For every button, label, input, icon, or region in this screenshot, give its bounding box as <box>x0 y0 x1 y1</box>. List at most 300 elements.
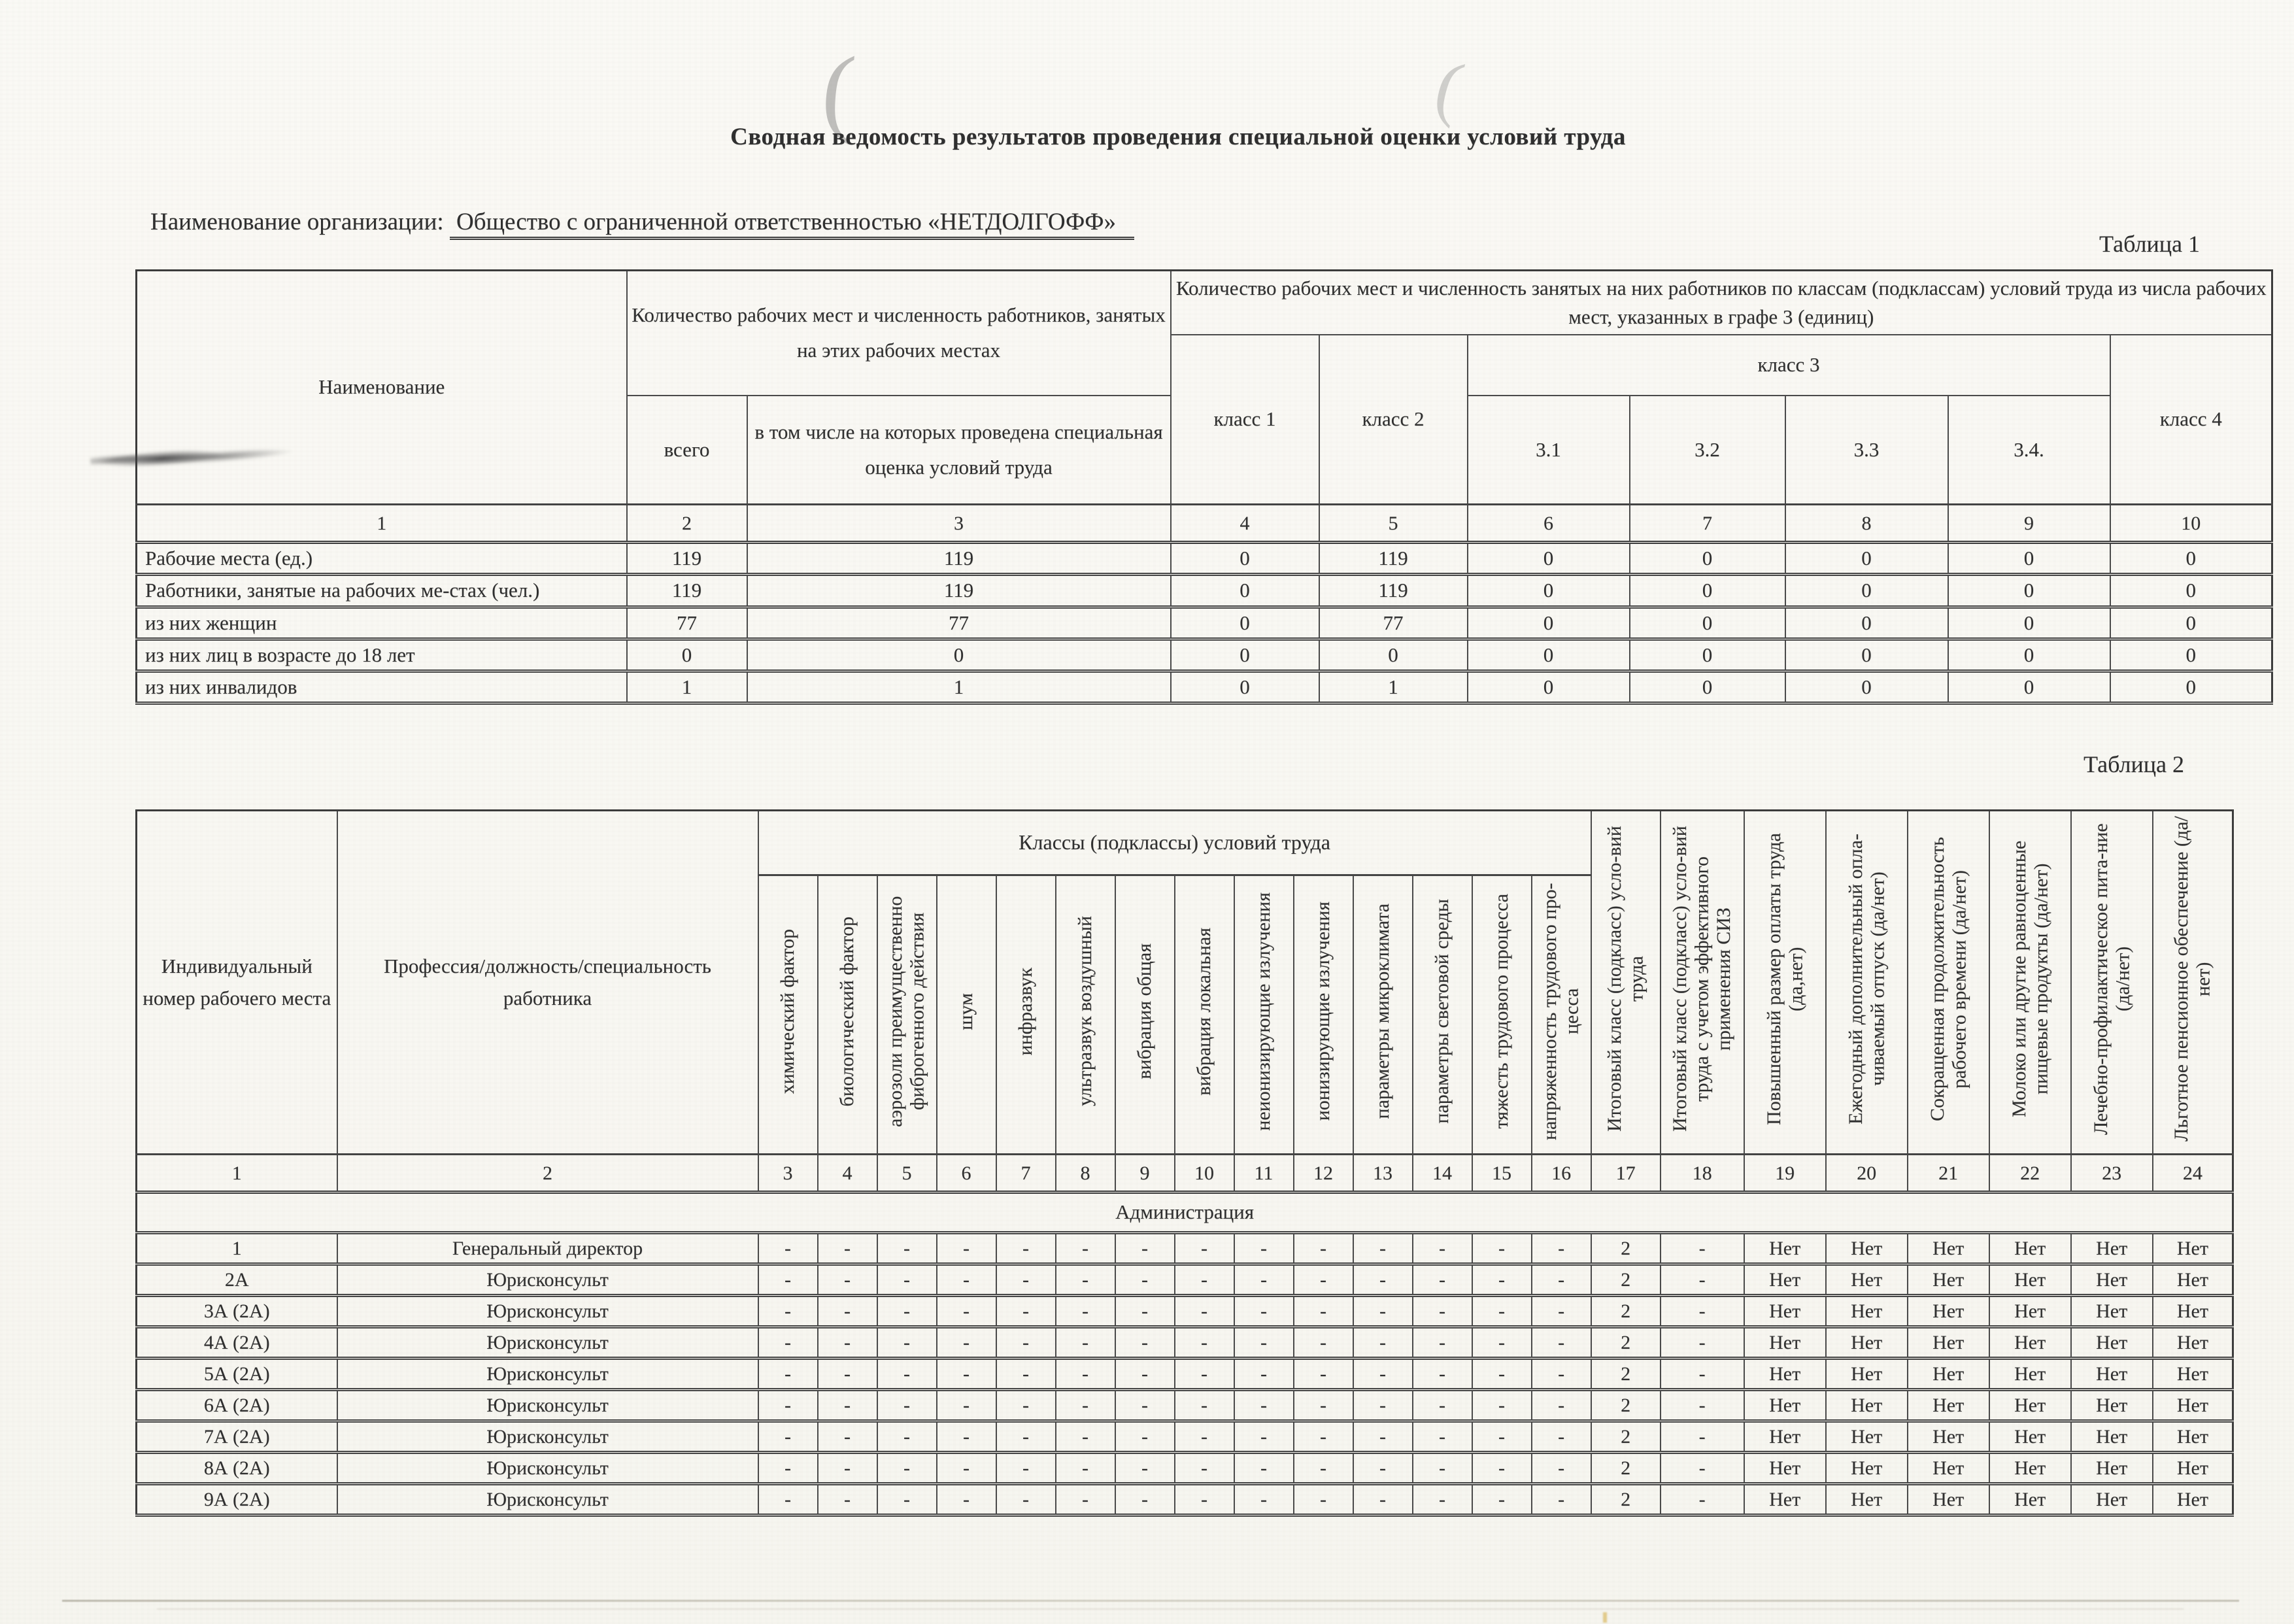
t2-profession: Юрисконсульт <box>337 1327 758 1359</box>
scan-artifact-pen-mark: ( <box>818 35 859 146</box>
organization-name: Общество с ограниченной ответственностью «НЕТДОЛГОФФ» <box>450 209 1134 240</box>
t2-result-header-label: Итоговый класс (подкласс) усло-вий труда с учетом эффективного применения СИЗ <box>1669 826 1735 1132</box>
t2-value: - <box>877 1359 937 1390</box>
t2-value: - <box>1472 1233 1532 1264</box>
t2-column-number: 9 <box>1115 1155 1175 1193</box>
t2-value: - <box>1353 1296 1413 1327</box>
t2-factor-header <box>1413 875 1472 1154</box>
t2-value: - <box>1175 1233 1234 1264</box>
t2-value: Нет <box>2071 1264 2153 1296</box>
t2-result-header <box>1591 811 1661 1155</box>
t2-factor-header <box>1115 875 1175 1154</box>
t1-row-label: Рабочие места (ед.) <box>137 543 627 575</box>
t2-value: - <box>818 1484 877 1515</box>
t2-workplace-number: 6А (2А) <box>137 1390 337 1421</box>
t2-factor-header <box>758 875 818 1154</box>
t2-header-classes-group: Классы (подклассы) условий труда <box>758 811 1591 875</box>
t2-column-number: 17 <box>1591 1155 1661 1193</box>
t2-value: - <box>1115 1484 1175 1515</box>
t2-value: - <box>758 1390 818 1421</box>
t2-factor-header-label: инфразвук <box>1015 967 1037 1056</box>
t2-value: Нет <box>2071 1453 2153 1484</box>
t2-value: Нет <box>1744 1327 1826 1359</box>
t2-value: Нет <box>1826 1390 1908 1421</box>
t1-value: 0 <box>2110 543 2272 575</box>
t2-value: - <box>937 1233 996 1264</box>
t2-value: - <box>1413 1453 1472 1484</box>
t2-final-class: 2 <box>1591 1453 1661 1484</box>
t2-value: Нет <box>2071 1359 2153 1390</box>
t2-value: - <box>996 1421 1056 1453</box>
t2-factor-header-label: напряженность трудового про-цесса <box>1539 883 1583 1140</box>
t2-value: - <box>1056 1453 1115 1484</box>
t2-value: - <box>877 1264 937 1296</box>
t2-factor-header-label: аэрозоли преимущественно фиброгенного действия <box>885 896 928 1127</box>
t1-value: 0 <box>1171 575 1319 607</box>
t2-value: - <box>1234 1264 1294 1296</box>
t1-value: 0 <box>1171 671 1319 703</box>
t2-value: Нет <box>2071 1296 2153 1327</box>
t1-value: 0 <box>1319 639 1468 671</box>
t2-column-number: 21 <box>1908 1155 1989 1193</box>
t2-value: - <box>1413 1421 1472 1453</box>
table2-caption: Таблица 2 <box>2083 751 2184 777</box>
t1-data-row <box>137 607 2272 639</box>
t1-data-row <box>137 671 2272 703</box>
t2-column-number: 12 <box>1294 1155 1353 1193</box>
t2-value: - <box>1175 1296 1234 1327</box>
t1-header-assessed: в том числе на которых проведена специальная оценка условий труда <box>747 396 1171 505</box>
t2-value: - <box>1472 1327 1532 1359</box>
t2-value: - <box>1294 1359 1353 1390</box>
t2-profession: Юрисконсульт <box>337 1484 758 1515</box>
t1-value: 0 <box>1948 575 2110 607</box>
t2-value: Нет <box>2153 1359 2233 1390</box>
t1-column-number: 6 <box>1468 505 1630 543</box>
t2-column-number: 5 <box>877 1155 937 1193</box>
t2-value: Нет <box>2071 1484 2153 1515</box>
t1-data-row <box>137 575 2272 607</box>
t1-value: 0 <box>2110 575 2272 607</box>
t2-value: - <box>1056 1264 1115 1296</box>
t2-result-header-label: Ежегодный дополнительный опла-чиваемый отпуск (да/нет) <box>1844 834 1889 1125</box>
t2-value: - <box>1115 1359 1175 1390</box>
t2-value: Нет <box>2071 1390 2153 1421</box>
t2-value: - <box>877 1233 937 1264</box>
scan-artifact-paper-edge <box>157 1608 2184 1610</box>
t2-value: - <box>758 1233 818 1264</box>
t2-final-class: 2 <box>1591 1264 1661 1296</box>
t2-value: - <box>1532 1484 1591 1515</box>
t2-column-number: 1 <box>137 1155 337 1193</box>
t1-value: 0 <box>627 639 747 671</box>
t2-value: - <box>1353 1359 1413 1390</box>
t2-value: - <box>758 1264 818 1296</box>
t2-value: - <box>1353 1264 1413 1296</box>
t2-value: - <box>758 1453 818 1484</box>
t2-factor-header-label: ультразвук воздушный <box>1074 916 1096 1107</box>
t2-value: Нет <box>1989 1390 2071 1421</box>
t2-data-row <box>137 1359 2233 1390</box>
t2-column-number: 11 <box>1234 1155 1294 1193</box>
t2-value: - <box>1661 1453 1744 1484</box>
t2-value: Нет <box>1908 1264 1989 1296</box>
t1-value: 0 <box>1948 607 2110 639</box>
t2-profession: Генеральный директор <box>337 1233 758 1264</box>
t2-value: - <box>996 1296 1056 1327</box>
t2-result-header-label: Итоговый класс (подкласс) усло-вий труда <box>1604 826 1647 1132</box>
organization-label: Наименование организации: <box>150 209 444 235</box>
t2-final-class: 2 <box>1591 1359 1661 1390</box>
t2-value: - <box>818 1233 877 1264</box>
t2-value: - <box>1661 1327 1744 1359</box>
t2-factor-header-label: биологический фактор <box>836 916 858 1107</box>
t2-value: - <box>1472 1453 1532 1484</box>
t2-value: Нет <box>1989 1484 2071 1515</box>
t2-column-number: 7 <box>996 1155 1056 1193</box>
t1-value: 77 <box>1319 607 1468 639</box>
t2-value: Нет <box>1826 1453 1908 1484</box>
t2-value: Нет <box>1908 1327 1989 1359</box>
t2-value: Нет <box>1826 1327 1908 1359</box>
t2-value: - <box>1115 1453 1175 1484</box>
t2-result-header-label: Лечебно-профилактическое пита-ние (да/нет) <box>2089 823 2134 1135</box>
t1-value: 1 <box>1319 671 1468 703</box>
t2-value: Нет <box>1744 1296 1826 1327</box>
t1-column-number: 8 <box>1785 505 1948 543</box>
t2-value: - <box>1661 1233 1744 1264</box>
t1-header-subclass: 3.4. <box>1948 396 2110 505</box>
t2-value: - <box>1532 1390 1591 1421</box>
t2-result-header-label: Льготное пенсионное обеспечение (да/нет) <box>2170 816 2214 1142</box>
t1-header-subclass: 3.2 <box>1630 396 1785 505</box>
t2-value: - <box>1115 1296 1175 1327</box>
t1-header-subclass: 3.3 <box>1785 396 1948 505</box>
t2-factor-header <box>818 875 877 1154</box>
t2-result-header <box>1744 811 1826 1155</box>
t1-value: 0 <box>1630 543 1785 575</box>
t2-value: - <box>758 1327 818 1359</box>
t2-profession: Юрисконсульт <box>337 1296 758 1327</box>
t2-value: Нет <box>2153 1421 2233 1453</box>
t1-value: 0 <box>1785 575 1948 607</box>
t2-result-header-label: Сокращенная продолжительность рабочего времени (да/нет) <box>1926 837 1970 1121</box>
t2-value: - <box>1115 1327 1175 1359</box>
t2-value: - <box>758 1484 818 1515</box>
t2-workplace-number: 7А (2А) <box>137 1421 337 1453</box>
t2-value: - <box>1175 1390 1234 1421</box>
t2-value: Нет <box>2071 1421 2153 1453</box>
t2-value: - <box>1353 1453 1413 1484</box>
t2-column-number: 13 <box>1353 1155 1413 1193</box>
t2-result-header <box>1908 811 1989 1155</box>
t2-value: - <box>996 1264 1056 1296</box>
t2-factor-header <box>1294 875 1353 1154</box>
t2-column-number: 24 <box>2153 1155 2233 1193</box>
scan-artifact-pen-mark: ( <box>1427 45 1471 130</box>
t2-data-row <box>137 1484 2233 1515</box>
t2-value: Нет <box>2153 1484 2233 1515</box>
t2-factor-header <box>877 875 937 1154</box>
t2-value: - <box>1413 1264 1472 1296</box>
t2-value: - <box>1661 1390 1744 1421</box>
t2-value: - <box>1353 1233 1413 1264</box>
t2-workplace-number: 5А (2А) <box>137 1359 337 1390</box>
t2-value: - <box>937 1484 996 1515</box>
t2-value: Нет <box>1826 1233 1908 1264</box>
t2-value: - <box>937 1327 996 1359</box>
t2-section-row <box>137 1193 2233 1233</box>
t1-value: 0 <box>1468 639 1630 671</box>
t2-value: - <box>1413 1296 1472 1327</box>
t2-column-number: 18 <box>1661 1155 1744 1193</box>
t1-value: 77 <box>747 607 1171 639</box>
t2-result-header <box>1661 811 1744 1155</box>
t1-value: 0 <box>2110 607 2272 639</box>
t1-value: 0 <box>1468 543 1630 575</box>
t2-value: Нет <box>1826 1264 1908 1296</box>
t2-value: Нет <box>1744 1421 1826 1453</box>
t2-value: - <box>1353 1421 1413 1453</box>
t1-row-label: из них женщин <box>137 607 627 639</box>
t1-header-classes-group: Количество рабочих мест и численность занятых на них работников по классам (подклассам) условий труда из числа рабочих мест, указанных в графе 3 (единиц) <box>1171 271 2272 335</box>
t1-row-label: из них инвалидов <box>137 671 627 703</box>
t2-data-row <box>137 1390 2233 1421</box>
t2-column-number: 6 <box>937 1155 996 1193</box>
t2-value: - <box>1532 1264 1591 1296</box>
t2-result-header <box>1826 811 1908 1155</box>
t2-value: - <box>1472 1484 1532 1515</box>
t2-factor-header-label: неионизирующие излучения <box>1253 892 1275 1131</box>
t1-header-total: всего <box>627 396 747 505</box>
t2-value: - <box>1532 1296 1591 1327</box>
t2-header-workplace-number: Индивидуальный номер рабочего места <box>137 811 337 1155</box>
t2-factor-header-label: химический фактор <box>777 928 799 1094</box>
t2-value: - <box>877 1296 937 1327</box>
table1-caption: Таблица 1 <box>2099 231 2200 257</box>
t1-value: 0 <box>1948 671 2110 703</box>
t2-value: - <box>1115 1233 1175 1264</box>
t2-value: - <box>1294 1484 1353 1515</box>
t2-factor-header-label: вибрация локальная <box>1193 927 1215 1096</box>
t1-header-class1: класс 1 <box>1171 335 1319 505</box>
t2-value: - <box>937 1359 996 1390</box>
t2-value: Нет <box>2153 1453 2233 1484</box>
t2-value: - <box>1056 1327 1115 1359</box>
t2-column-number: 16 <box>1532 1155 1591 1193</box>
t2-value: - <box>1056 1296 1115 1327</box>
t2-value: - <box>996 1484 1056 1515</box>
t2-value: - <box>1056 1390 1115 1421</box>
t1-header-jobs-group: Количество рабочих мест и численность работников, занятых на этих рабочих местах <box>627 271 1171 396</box>
t2-value: - <box>1234 1233 1294 1264</box>
t2-value: Нет <box>1989 1359 2071 1390</box>
t2-value: - <box>1472 1390 1532 1421</box>
organization-line <box>150 208 1134 236</box>
t1-value: 119 <box>1319 575 1468 607</box>
t2-value: - <box>1661 1484 1744 1515</box>
t2-value: - <box>818 1390 877 1421</box>
t2-value: - <box>1234 1359 1294 1390</box>
t2-factor-header-label: шум <box>955 992 977 1030</box>
t2-factor-header-label: параметры микроклимата <box>1372 904 1394 1119</box>
t2-profession: Юрисконсульт <box>337 1453 758 1484</box>
t2-value: - <box>1661 1359 1744 1390</box>
t2-factor-header <box>1234 875 1294 1154</box>
t2-value: - <box>1234 1484 1294 1515</box>
t2-value: - <box>1056 1421 1115 1453</box>
t2-column-number: 15 <box>1472 1155 1532 1193</box>
t1-column-numbers-row <box>137 505 2272 543</box>
t2-value: - <box>1661 1264 1744 1296</box>
t1-value: 0 <box>1948 543 2110 575</box>
t2-value: - <box>758 1296 818 1327</box>
document-title: Сводная ведомость результатов проведения специальной оценки условий труда <box>730 124 1626 150</box>
t2-value: Нет <box>1744 1264 1826 1296</box>
t2-value: - <box>1294 1390 1353 1421</box>
t2-value: - <box>1532 1421 1591 1453</box>
t2-result-header <box>1989 811 2071 1155</box>
t1-column-number: 10 <box>2110 505 2272 543</box>
t1-value: 0 <box>1171 543 1319 575</box>
t1-value: 0 <box>1171 639 1319 671</box>
t2-value: - <box>996 1359 1056 1390</box>
t2-value: Нет <box>1908 1296 1989 1327</box>
t1-column-number: 7 <box>1630 505 1785 543</box>
t2-data-row <box>137 1233 2233 1264</box>
t2-final-class: 2 <box>1591 1296 1661 1327</box>
t2-value: - <box>1532 1453 1591 1484</box>
t2-data-row <box>137 1264 2233 1296</box>
t2-value: Нет <box>1826 1421 1908 1453</box>
t1-value: 0 <box>1785 607 1948 639</box>
t2-value: - <box>937 1421 996 1453</box>
t2-value: Нет <box>1744 1359 1826 1390</box>
t1-value: 0 <box>2110 639 2272 671</box>
t2-factor-header-label: ионизирующие излучения <box>1312 902 1334 1121</box>
t2-value: - <box>1294 1327 1353 1359</box>
t1-value: 0 <box>1630 607 1785 639</box>
t2-value: Нет <box>1908 1390 1989 1421</box>
t2-value: - <box>818 1421 877 1453</box>
t2-value: Нет <box>2153 1390 2233 1421</box>
t2-value: - <box>996 1233 1056 1264</box>
t2-result-header-label: Молоко или другие равноценные пищевые продукты (да/нет) <box>2008 840 2052 1118</box>
t2-value: - <box>996 1390 1056 1421</box>
t2-value: - <box>1413 1233 1472 1264</box>
t2-final-class: 2 <box>1591 1233 1661 1264</box>
t2-value: - <box>1234 1421 1294 1453</box>
t2-column-number: 3 <box>758 1155 818 1193</box>
t2-value: - <box>1115 1390 1175 1421</box>
t2-result-header <box>2071 811 2153 1155</box>
t2-column-number: 2 <box>337 1155 758 1193</box>
t2-value: - <box>1115 1264 1175 1296</box>
t2-value: - <box>818 1453 877 1484</box>
t1-value: 0 <box>1171 607 1319 639</box>
t1-header-class3: класс 3 <box>1468 335 2110 396</box>
t1-value: 119 <box>627 543 747 575</box>
t2-value: - <box>1056 1233 1115 1264</box>
t2-value: - <box>937 1264 996 1296</box>
t2-value: - <box>1056 1359 1115 1390</box>
t1-header-class4: класс 4 <box>2110 335 2272 505</box>
t2-workplace-number: 1 <box>137 1233 337 1264</box>
t2-value: - <box>1413 1327 1472 1359</box>
t1-value: 0 <box>1785 671 1948 703</box>
t2-value: - <box>758 1421 818 1453</box>
t2-factor-header <box>1175 875 1234 1154</box>
t1-value: 0 <box>1630 639 1785 671</box>
t2-value: Нет <box>1989 1453 2071 1484</box>
t1-column-number: 1 <box>137 505 627 543</box>
t1-data-row <box>137 639 2272 671</box>
t2-value: Нет <box>1908 1484 1989 1515</box>
t2-value: - <box>1353 1390 1413 1421</box>
t2-value: Нет <box>2153 1264 2233 1296</box>
t2-column-number: 23 <box>2071 1155 2153 1193</box>
t1-column-number: 4 <box>1171 505 1319 543</box>
t2-value: Нет <box>1908 1453 1989 1484</box>
t2-value: - <box>1175 1359 1234 1390</box>
t2-data-row <box>137 1453 2233 1484</box>
t1-value: 119 <box>627 575 747 607</box>
t2-value: Нет <box>2153 1327 2233 1359</box>
t2-value: - <box>1413 1484 1472 1515</box>
t1-value: 0 <box>747 639 1171 671</box>
t2-value: Нет <box>2071 1327 2153 1359</box>
t2-value: - <box>1532 1233 1591 1264</box>
t2-workplace-number: 3А (2А) <box>137 1296 337 1327</box>
t1-column-number: 9 <box>1948 505 2110 543</box>
t2-profession: Юрисконсульт <box>337 1264 758 1296</box>
t2-value: - <box>1175 1484 1234 1515</box>
t2-final-class: 2 <box>1591 1390 1661 1421</box>
t2-value: - <box>1234 1453 1294 1484</box>
t2-factor-header <box>1472 875 1532 1154</box>
t2-value: - <box>1353 1484 1413 1515</box>
t2-value: Нет <box>1908 1421 1989 1453</box>
t2-header-profession: Профессия/должность/специальность работника <box>337 811 758 1155</box>
t2-profession: Юрисконсульт <box>337 1390 758 1421</box>
t2-value: - <box>1175 1421 1234 1453</box>
t2-value: Нет <box>1989 1233 2071 1264</box>
t2-value: - <box>877 1421 937 1453</box>
t2-value: Нет <box>1908 1359 1989 1390</box>
t2-value: Нет <box>1826 1484 1908 1515</box>
t2-profession: Юрисконсульт <box>337 1359 758 1390</box>
t2-value: Нет <box>1744 1453 1826 1484</box>
scan-artifact-speck <box>1603 1612 1607 1623</box>
t2-value: - <box>818 1327 877 1359</box>
t2-value: - <box>1294 1264 1353 1296</box>
t2-value: Нет <box>1744 1390 1826 1421</box>
t2-value: - <box>877 1390 937 1421</box>
t2-value: - <box>758 1359 818 1390</box>
t1-data-row <box>137 543 2272 575</box>
t2-value: - <box>1115 1421 1175 1453</box>
t2-value: Нет <box>1908 1233 1989 1264</box>
t1-column-number: 3 <box>747 505 1171 543</box>
table1-summary-counts <box>135 269 2273 705</box>
t2-value: - <box>1175 1327 1234 1359</box>
t2-value: Нет <box>1744 1484 1826 1515</box>
scan-artifact-paper-edge <box>62 1600 2239 1602</box>
t2-value: - <box>818 1296 877 1327</box>
t2-value: - <box>1294 1233 1353 1264</box>
t1-value: 119 <box>747 575 1171 607</box>
t2-value: - <box>1661 1421 1744 1453</box>
